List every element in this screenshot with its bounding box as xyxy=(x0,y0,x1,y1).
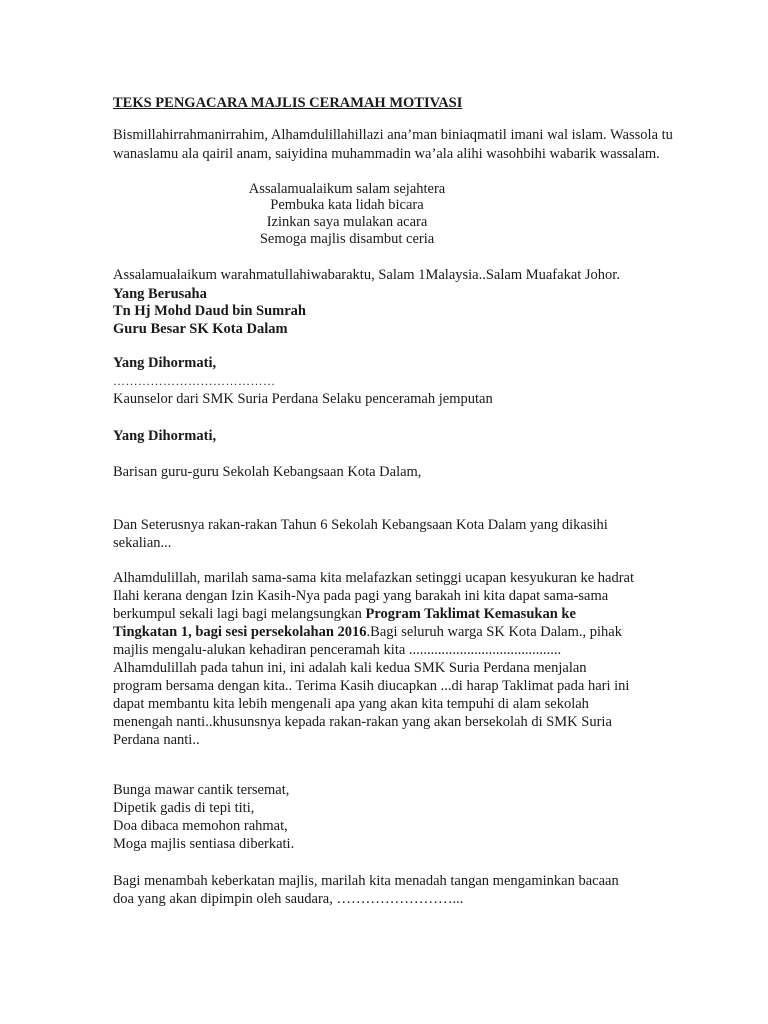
document-title: TEKS PENGACARA MAJLIS CERAMAH MOTIVASI xyxy=(113,95,463,111)
pantun-line-4: Moga majlis sentiasa diberkati. xyxy=(113,836,295,852)
verse-line-2: Pembuka kata lidah bicara xyxy=(270,197,424,213)
program-title-part-1: Program Taklimat Kemasukan ke xyxy=(365,606,576,622)
program-title-part-2: Tingkatan 1, bagi sesi persekolahan 2016 xyxy=(113,624,367,640)
closing-line-1: Bagi menambah keberkatan majlis, marilah kita menadah tangan mengaminkan bacaan xyxy=(113,873,619,889)
body-line-8: dapat membantu kita lebih mengenali apa yang akan kita tempuhi di alam sekolah xyxy=(113,696,589,712)
pantun-line-2: Dipetik gadis di tepi titi, xyxy=(113,800,255,816)
verse-line-3: Izinkan saya mulakan acara xyxy=(266,214,428,230)
opening-line-2: wanaslamu ala qairil anam, saiyidina muhammadin wa’ala alihi wasohbihi wabarik wassalam. xyxy=(113,146,660,162)
body-line-4 xyxy=(113,623,622,641)
body-line-1: Alhamdulillah, marilah sama-sama kita melafazkan setinggi ucapan kesyukuran ke hadrat xyxy=(113,570,635,586)
students-line-2: sekalian... xyxy=(113,535,172,551)
honoured-description-3: Barisan guru-guru Sekolah Kebangsaan Kota Dalam, xyxy=(113,464,422,480)
honoured-label-1: Yang Berusaha xyxy=(113,286,207,302)
verse-line-4: Semoga majlis disambut ceria xyxy=(259,231,435,247)
honoured-position-1: Guru Besar SK Kota Dalam xyxy=(113,321,288,337)
body-line-4-text: .Bagi seluruh warga SK Kota Dalam., pihak xyxy=(366,624,622,640)
honoured-blank-2: ………………………………… xyxy=(113,374,276,388)
pantun-line-3: Doa dibaca memohon rahmat, xyxy=(113,818,288,834)
body-line-10: Perdana nanti.. xyxy=(113,732,200,748)
body-line-2: Ilahi kerana dengan Izin Kasih-Nya pada pagi yang barakah ini kita dapat sama-sama xyxy=(113,588,609,604)
verse-line-1: Assalamualaikum salam sejahtera xyxy=(248,181,446,197)
opening-line-1: Bismillahirrahmanirrahim, Alhamdulillahillazi ana’man biniaqmatil imani wal islam. Wassola tu xyxy=(113,127,673,143)
salam-line: Assalamualaikum warahmatullahiwabaraktu, Salam 1Malaysia..Salam Muafakat Johor. xyxy=(113,267,620,283)
honoured-label-2: Yang Dihormati, xyxy=(113,355,217,371)
closing-line-2: doa yang akan dipimpin oleh saudara, ……………………... xyxy=(113,891,464,907)
honoured-label-3: Yang Dihormati, xyxy=(113,428,217,444)
body-line-5: majlis mengalu-alukan kehadiran penceramah kita .......................................... xyxy=(113,642,562,658)
body-line-6: Alhamdulillah pada tahun ini, ini adalah kali kedua SMK Suria Perdana menjalan xyxy=(113,660,587,676)
students-line-1: Dan Seterusnya rakan-rakan Tahun 6 Sekolah Kebangsaan Kota Dalam yang dikasihi xyxy=(113,517,608,533)
body-line-9: menengah nanti..khusunsnya kepada rakan-rakan yang akan bersekolah di SMK Suria xyxy=(113,714,612,730)
body-line-7: program bersama dengan kita.. Terima Kasih diucapkan ...di harap Taklimat pada hari ini xyxy=(113,678,630,694)
honoured-description-2: Kaunselor dari SMK Suria Perdana Selaku penceramah jemputan xyxy=(113,391,493,407)
document-page xyxy=(113,0,673,1024)
honoured-name-1: Tn Hj Mohd Daud bin Sumrah xyxy=(113,303,306,319)
body-line-3 xyxy=(113,605,576,623)
pantun-line-1: Bunga mawar cantik tersemat, xyxy=(113,782,290,798)
body-line-3-text: berkumpul sekali lagi bagi melangsungkan xyxy=(113,606,366,622)
